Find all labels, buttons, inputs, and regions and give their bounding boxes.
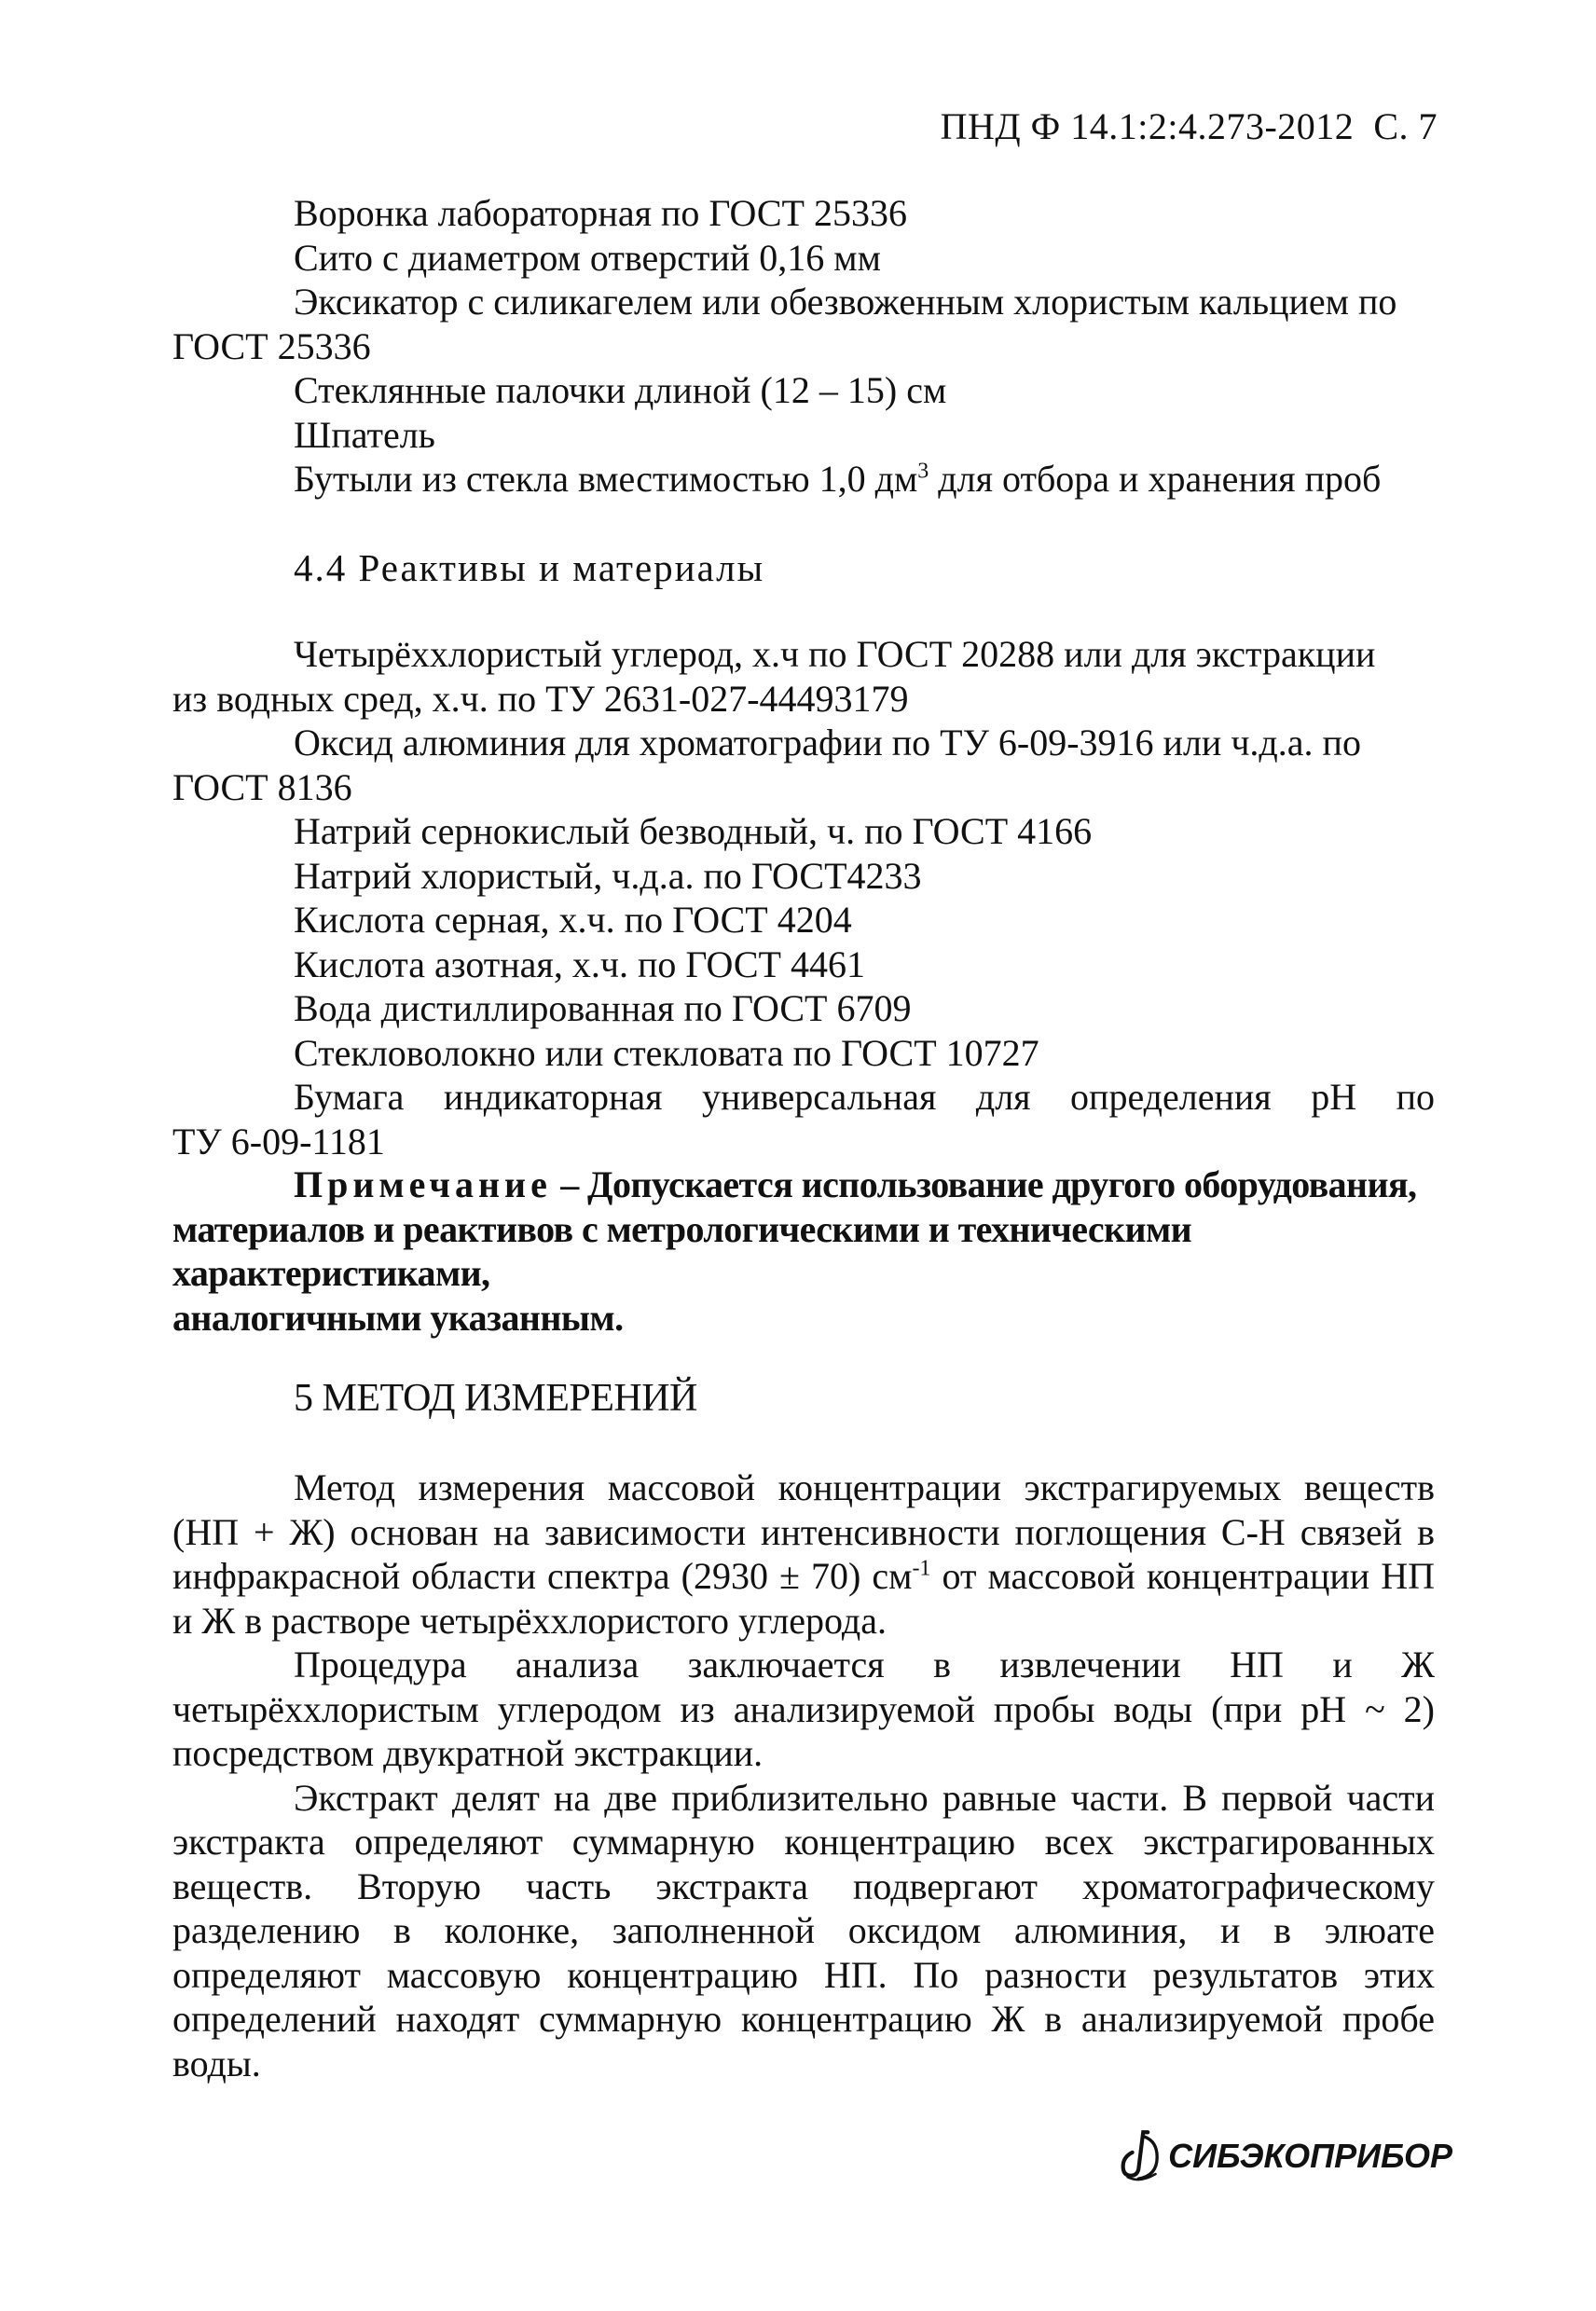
note: [172, 1162, 1435, 1340]
equipment-item-continuation: ГОСТ 25336: [172, 324, 371, 367]
paragraph-line: четырёххлористым углеродом из анализируемой пробы воды (при pH ~ 2): [172, 1687, 1435, 1730]
paragraph-line: Экстракт делят на две приблизительно равные части. В первой части: [294, 1776, 1435, 1819]
section-5-body: [172, 1465, 1435, 2085]
equipment-item: Сито с диаметром отверстий 0,16 мм: [294, 236, 881, 279]
reagent-item: Натрий хлористый, ч.д.а. по ГОСТ4233: [294, 854, 922, 897]
reagent-item: Вода дистиллированная по ГОСТ 6709: [294, 987, 912, 1029]
superscript: 3: [917, 459, 929, 484]
note-text: – Допускается использование другого оборудования,: [551, 1163, 1417, 1205]
reagent-item: Оксид алюминия для хроматографии по ТУ 6-09-3916 или ч.д.а. по: [294, 722, 1361, 763]
equipment-item: Шпатель: [294, 413, 435, 456]
bottles-text-rest: для отбора и хранения проб: [929, 458, 1382, 500]
page-number: С. 7: [1373, 105, 1438, 147]
page-header: [941, 104, 1438, 148]
reagent-item-continuation: ТУ 6-09-1181: [172, 1120, 385, 1162]
doc-code: ПНД Ф 14.1:2:4.273-2012: [940, 105, 1355, 147]
paragraph-line: веществ. Вторую часть экстракта подвергают хроматографическому: [172, 1864, 1435, 1907]
reagent-item-continuation: ГОСТ 8136: [172, 765, 352, 808]
spectrum-text: инфракрасной области спектра (2930 ± 70) см: [172, 1555, 913, 1597]
note-line: [172, 1162, 1435, 1207]
paragraph-line: (НП + Ж) основан на зависимости интенсивности поглощения С-Н связей в: [172, 1510, 1435, 1553]
logo-mark-icon: [1117, 2124, 1166, 2189]
reagent-item: Бумага индикаторная универсальная для определения pH по: [294, 1076, 1435, 1118]
equipment-item: Стеклянные палочки длиной (12 – 15) см: [294, 369, 947, 411]
reagent-item: Кислота серная, х.ч. по ГОСТ 4204: [294, 899, 852, 941]
section-heading-4-4: 4.4 Реактивы и материалы: [294, 546, 765, 589]
equipment-item: Эксикатор с силикагелем или обезвоженным хлористым кальцием по: [294, 281, 1397, 323]
paragraph-line: Метод измерения массовой концентрации экстрагируемых веществ: [294, 1466, 1435, 1508]
note-label: Примечание: [294, 1163, 552, 1205]
bottles-text: Бутыли из стекла вместимостью 1,0 дм: [294, 458, 918, 500]
sibekopribor-logo: [1117, 2124, 1452, 2189]
equipment-item: Воронка лабораторная по ГОСТ 25336: [294, 192, 907, 234]
paragraph-line: Процедура анализа заключается в извлечении НП и Ж: [294, 1644, 1435, 1685]
superscript: -1: [912, 1556, 931, 1581]
reagent-item: Натрий сернокислый безводный, ч. по ГОСТ 4166: [294, 810, 1093, 852]
equipment-item: [172, 457, 1435, 502]
spectrum-text-rest: от массовой концентрации НП: [930, 1555, 1435, 1597]
reagents-list: [172, 632, 1435, 1163]
logo-text: СИБЭКОПРИБОР: [1168, 2137, 1452, 2175]
paragraph-line: определений находят суммарную концентрацию Ж в анализируемой пробе: [172, 1998, 1435, 2040]
paragraph-line: разделению в колонке, заполненной оксидом алюминия, и в элюате: [172, 1909, 1435, 1951]
reagent-item: Кислота азотная, х.ч. по ГОСТ 4461: [294, 942, 865, 985]
note-line: аналогичными указанным.: [172, 1296, 624, 1339]
paragraph-line: [172, 1554, 1435, 1599]
note-line: материалов и реактивов с метрологическими и техническими характеристиками,: [172, 1207, 1192, 1294]
equipment-list: [172, 191, 1435, 502]
paragraph-line: определяют массовую концентрацию НП. По разности результатов этих: [172, 1953, 1435, 1996]
reagent-item: Четырёххлористый углерод, х.ч по ГОСТ 20288 или для экстракции: [294, 633, 1376, 675]
paragraph-line: экстракта определяют суммарную концентрацию всех экстрагированных: [172, 1821, 1435, 1863]
paragraph-line: и Ж в растворе четырёххлористого углерода.: [172, 1599, 887, 1642]
section-heading-5: 5 МЕТОД ИЗМЕРЕНИЙ: [294, 1377, 697, 1420]
reagent-item: Стекловолокно или стекловата по ГОСТ 10727: [294, 1031, 1039, 1074]
paragraph-line: посредством двукратной экстракции.: [172, 1732, 764, 1774]
reagent-item-continuation: из водных сред, х.ч. по ТУ 2631-027-44493179: [172, 677, 909, 720]
paragraph-line: воды.: [172, 2042, 261, 2084]
